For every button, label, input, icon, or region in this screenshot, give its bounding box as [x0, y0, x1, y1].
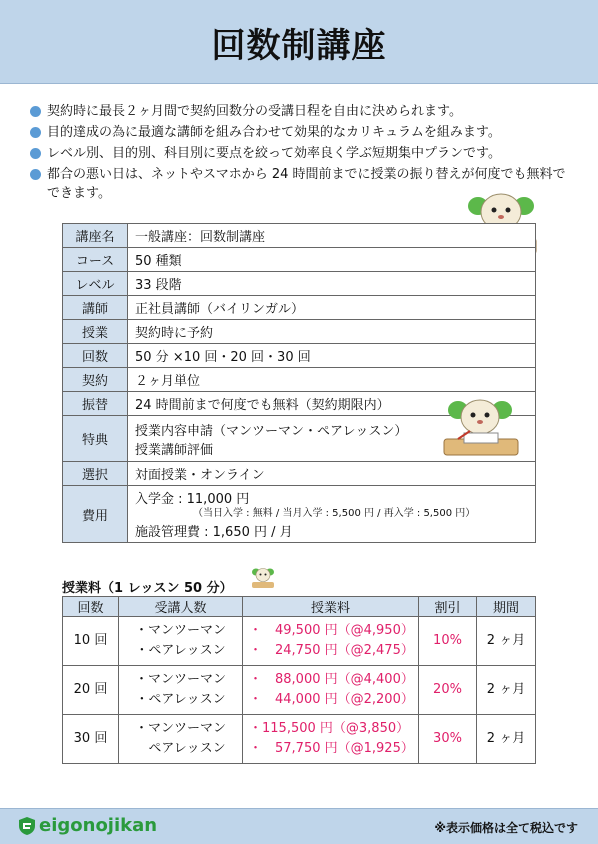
table-row: 選択 対面授業・オンライン — [63, 462, 536, 486]
table-row: コース 50 種類 — [63, 248, 536, 272]
table-row: 30 回 ・マンツーマン ペアレッスン ・115,500 円（@3,850） ・ 57,750 円（@1,925） 30% 2 ヶ月 — [63, 715, 536, 764]
shield-icon — [18, 816, 36, 836]
table-row: 20 回 ・マンツーマン ・ペアレッスン ・ 88,000 円（@4,400） ・ 44,000 円（@2,200） 20% 2 ヶ月 — [63, 666, 536, 715]
mascot-small-icon — [250, 566, 276, 590]
list-item: 目的達成の為に最適な講師を組み合わせて効果的なカリキュラムを組みます。 — [30, 123, 575, 142]
tuition-table — [62, 596, 536, 764]
table-row: 回数 50 分 ×10 回・20 回・30 回 — [63, 344, 536, 368]
tax-note: ※表示価格は全て税込です — [434, 821, 578, 835]
page-title: 回数制講座 — [211, 26, 387, 66]
bullet-dot-icon — [30, 127, 41, 138]
table-row: 振替 24 時間前まで何度でも無料（契約期限内） — [63, 392, 536, 416]
course-info-table — [62, 223, 536, 543]
list-item: 都合の悪い日は、ネットやスマホから 24 時間前までに授業の振り替えが何度でも無料でできます。 — [30, 165, 575, 203]
header-banner — [0, 0, 598, 84]
table-row: レベル 33 段階 — [63, 272, 536, 296]
list-item: レベル別、目的別、科目別に要点を絞って効率良く学ぶ短期集中プランです。 — [30, 144, 575, 163]
table-row: 授業 契約時に予約 — [63, 320, 536, 344]
bullet-dot-icon — [30, 148, 41, 159]
table-row: 10 回 ・マンツーマン ・ペアレッスン ・ 49,500 円（@4,950） ・ 24,750 円（@2,475） 10% 2 ヶ月 — [63, 617, 536, 666]
brand-logo[interactable] — [18, 815, 157, 836]
table-row: 講座名 一般講座：回数制講座 — [63, 224, 536, 248]
logo-text: eigonojikan — [39, 815, 158, 836]
table-row: 講師 正社員講師（バイリンガル） — [63, 296, 536, 320]
list-item: 契約時に最長２ヶ月間で契約回数分の受講日程を自由に決められます。 — [30, 102, 575, 121]
table-row: 特典 授業内容申請（マンツーマン・ペアレッスン） 授業講師評価 — [63, 416, 536, 462]
tuition-heading: 授業料（1 レッスン 50 分） — [62, 581, 233, 596]
table-header-row: 回数 受講人数 授業料 割引 期間 — [63, 597, 536, 617]
table-row: 契約 ２ヶ月単位 — [63, 368, 536, 392]
table-row: 費用 入学金 : 11,000 円 （当日入学 : 無料 / 当月入学 : 5,500 円 / 再入学 : 5,500 円） 施設管理費 : 1,650 円 / 月 — [63, 486, 536, 543]
mascot-writing-icon — [440, 395, 522, 461]
footer-bar — [0, 808, 598, 844]
bullet-dot-icon — [30, 169, 41, 180]
bullet-dot-icon — [30, 106, 41, 117]
